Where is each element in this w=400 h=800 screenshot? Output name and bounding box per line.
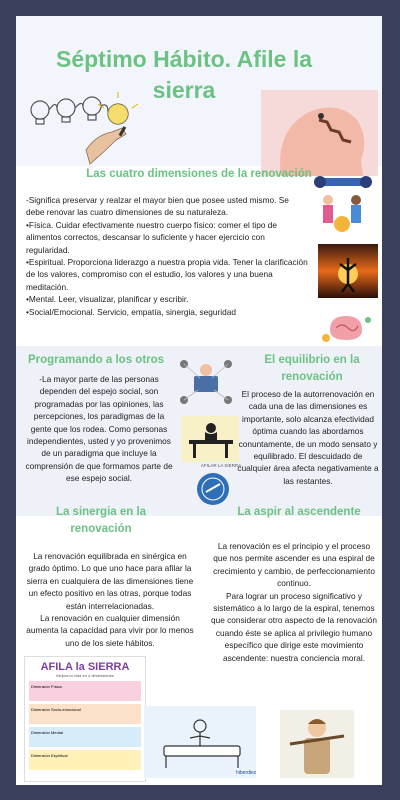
poster-row: Dimensión Física [29, 681, 141, 701]
section-heading-aspir: La aspir al ascendente [237, 506, 361, 518]
rest-bed-image [144, 706, 256, 778]
cuatro-paragraph: •Social/Emocional. Servicio, empatía, sinergia, seguridad [26, 306, 236, 317]
brain-image [316, 308, 376, 348]
cuatro-paragraph: •Mental. Leer, visualizar, planificar y escribir. [26, 294, 189, 305]
section-heading-equilibrio: El equilibrio en la renovación [264, 354, 360, 383]
section-heading-programando: Programando a los otros [27, 354, 165, 366]
aspir-text [210, 540, 378, 664]
cuatro-paragraph: -Significa preservar y realzar el mayor bien que posee usted mismo. Se debe renovar las cuatro dimensiones de su naturaleza. [26, 195, 289, 218]
svg-text:hiberdiez: hiberdiez [236, 770, 256, 776]
aspir-paragraph: La renovación es el principio y el proceso que nos permite ascender es una espiral de crecimiento y cambio, de perfeccionamiento continuo. [213, 541, 375, 589]
afila-sierra-poster [24, 656, 146, 782]
head-stairs-image [261, 90, 378, 176]
logo-caption: AFILAR LA SIERRA [200, 463, 242, 468]
section-heading-sinergia: La sinergia en la renovación [55, 506, 147, 535]
fitness-people-image [312, 174, 378, 238]
poster-row: Dimensión Espiritual [29, 750, 141, 770]
programando-text: -La mayor parte de las personas dependen del espejo social, son programadas por las opiniones, las percepciones, los paradigmas de la gente que los rodea. Como personas independientes, usted y yo provenimos de un paradigma que incluye la comprensión de que formamos parte de ese espejo social. [25, 374, 173, 484]
poster-row: Dimensión Socio-emocional [29, 704, 141, 724]
sinergia-paragraph: La renovación en cualquier dimensión aumenta la capacidad para vivir por lo menos uno de los siete hábitos. [26, 613, 194, 648]
equilibrio-text: El proceso de la autorrenovación en cada una de las dimensiones es importante, solo alcanza efectividad óptima cuando las abordamos conuntamente, de un modo sensato y equilibrado. El descuidado de cualquier área afecta negativamente a las restantes. [237, 389, 379, 486]
infographic-poster [16, 16, 382, 785]
poster-row: Dimensión Mental [29, 727, 141, 747]
aspir-paragraph: Para lograr un proceso significativo y sistemático a lo largo de la espiral, tenemos que considerar otro aspecto de la renovación cuando éste se aplica al privilegio humano específico que dirige este movimiento ascendente: nuestra conciencia moral. [210, 590, 378, 663]
lightbulbs-image [26, 80, 158, 170]
cuatro-paragraph: •Física. Cuidar efectivamente nuestro cuerpo físico: comer el tipo de alimentos correctos, descansar lo suficiente y hacer ejercicio con regularidad. [26, 219, 278, 255]
sinergia-paragraph: La renovación equilibrada en sinérgica en grado óptimo. Lo que uno hace para afilar la sierra en cualquiera de las dimensiones tiene un efecto positivo en las otras, porque todas están interrelacionadas. [26, 551, 194, 611]
yoga-sunset-image [318, 244, 378, 298]
saw-man-image [280, 710, 354, 778]
circle-logo-image [196, 472, 230, 506]
sinergia-text [24, 550, 196, 649]
poster-subtitle: Mejora tu vida en 4 dimensiones [56, 673, 114, 678]
cuatro-paragraph: •Espiritual. Proporciona liderazgo a nuestra propia vida. Tener la clarificación de los valores, compromiso con el estudio, los valores y una buena meditación. [26, 257, 308, 292]
cuatro-text [26, 194, 308, 318]
poster-rows [29, 681, 141, 770]
page-title: Séptimo Hábito. Afile la sierra [55, 46, 312, 103]
desk-silhouette-image [181, 416, 239, 462]
poster-title: AFILA la SIERRA [40, 661, 130, 673]
people-network-image [176, 356, 236, 410]
section-heading-cuatro: Las cuatro dimensiones de la renovación [86, 168, 312, 180]
